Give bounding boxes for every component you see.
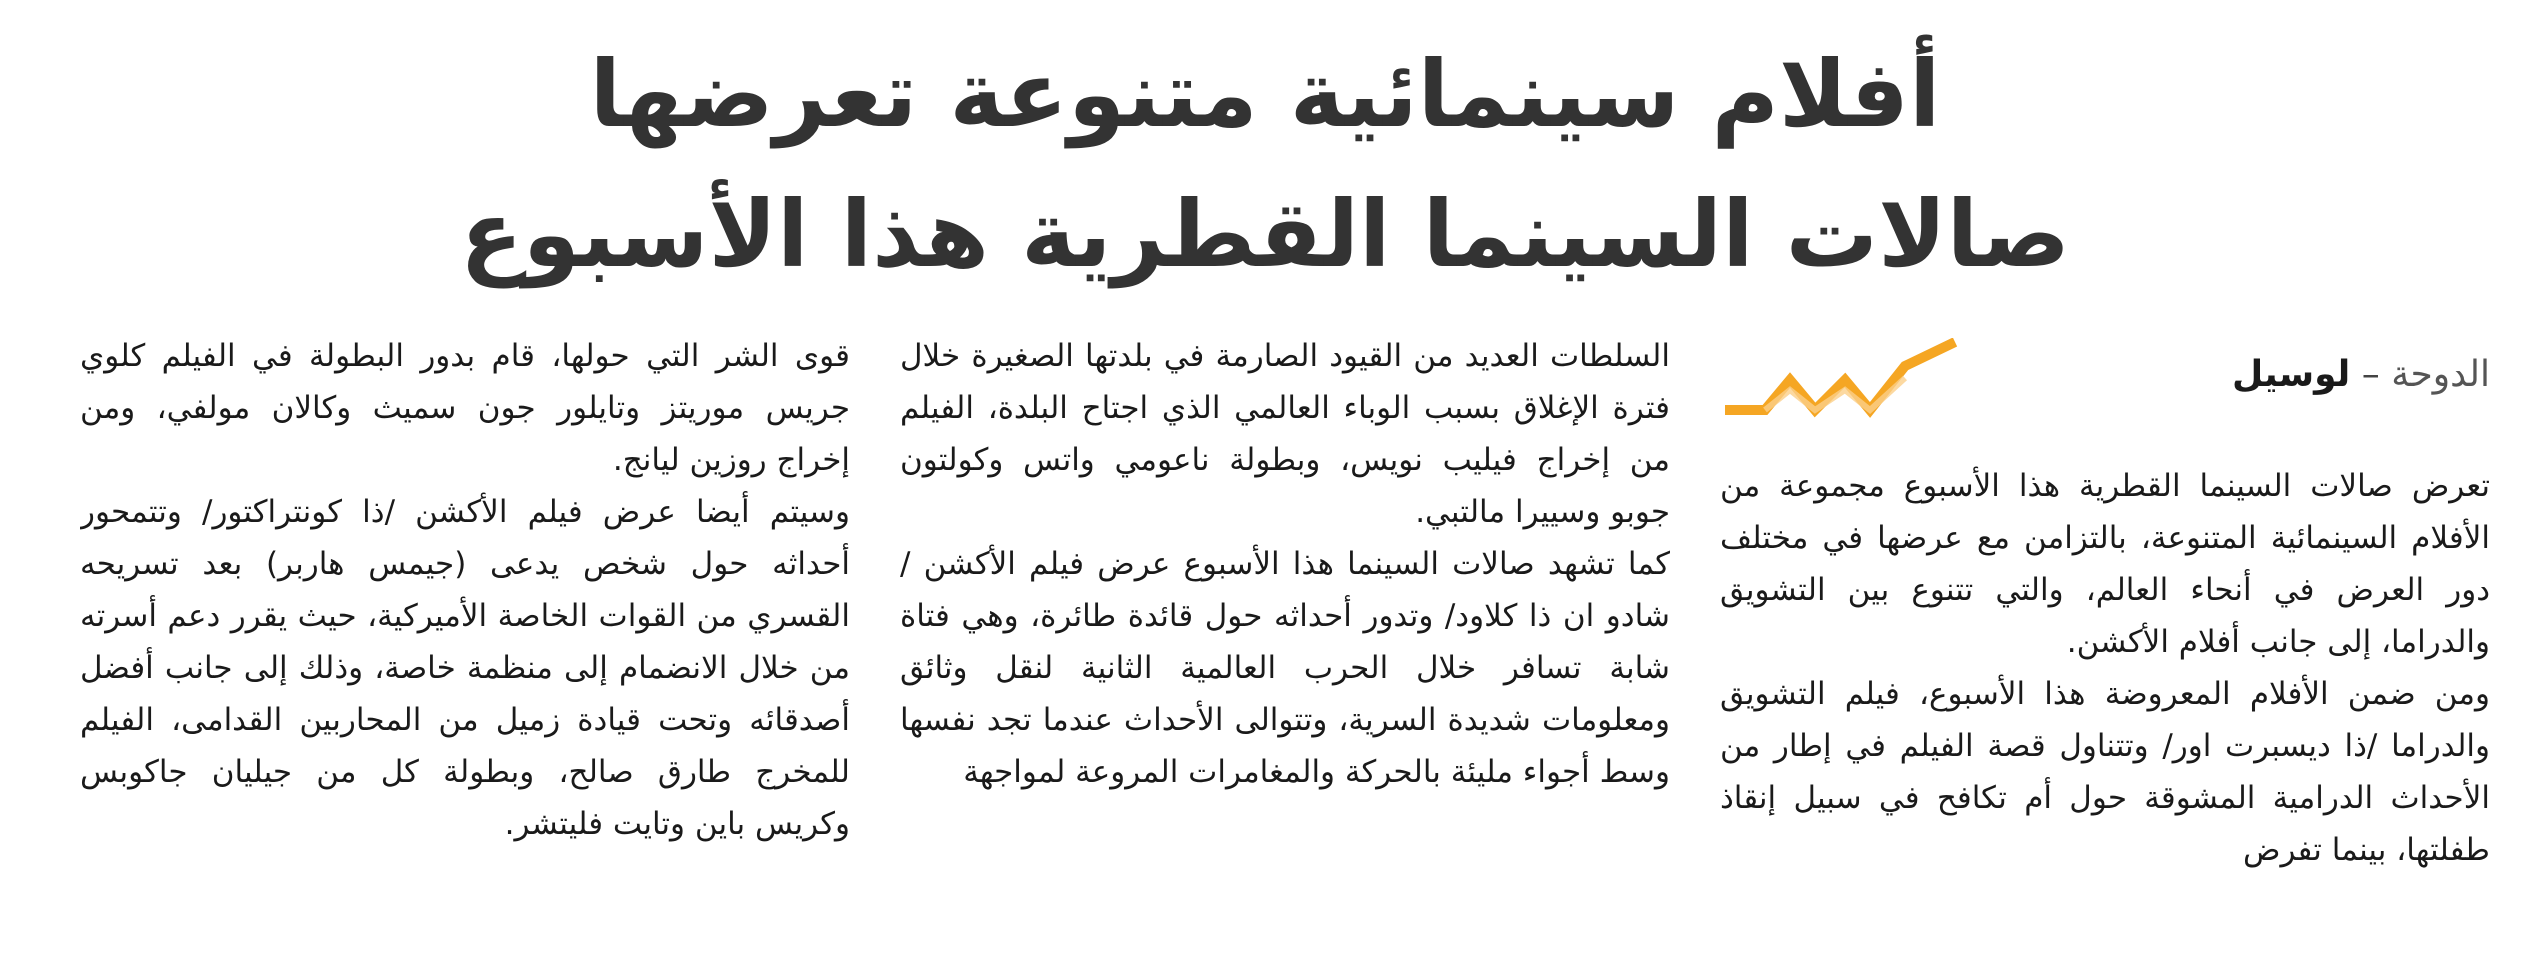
column-left-paragraph-2: وسيتم أيضا عرض فيلم الأكشن /ذا كونتراكتور/ وتتمحور أحداثه حول شخص يدعى (جيمس هاربر) بعد تسريحه القسري من القوات الخاصة الأميركية، حيث يقرر دعم أسرته من خلال الانضمام إلى منظمة خاصة، وذلك إلى جانب أفضل أصدقائه وتحت قيادة زميل من المحاربين القدامى، الفيلم للمخرج طارق صالح، وبطولة كل من جيليان جاكوبس وكريس باين وتايت فليتشر. xyxy=(80,494,850,842)
column-right-paragraph-2: ومن ضمن الأفلام المعروضة هذا الأسبوع، فيلم التشويق والدراما /ذا ديسبرت اور/ وتتناول قصة الفيلم في إطار من الأحداث الدرامية المشوقة حول أم تكافح في سبيل إنقاذ طفلتها، بينما تفرض xyxy=(1720,676,2490,868)
column-middle-paragraph-2: كما تشهد صالات السينما هذا الأسبوع عرض فيلم الأكشن /شادو ان ذا كلاود/ وتدور أحداثه حول قائدة طائرة، وهي فتاة شابة تسافر خلال الحرب العالمية الثانية لنقل وثائق ومعلومات شديدة السرية، وتتوالى الأحداث عندما تجد نفسها وسط أجواء مليئة بالحركة والمغامرات المروعة لمواجهة xyxy=(900,546,1670,790)
column-right-paragraph-1: تعرض صالات السينما القطرية هذا الأسبوع مجموعة من الأفلام السينمائية المتنوعة، بالتزامن مع عرضها في مختلف دور العرض في أنحاء العالم، والتي تتنوع بين التشويق والدراما، إلى جانب أفلام الأكشن. xyxy=(1720,468,2490,660)
byline-row xyxy=(1720,330,2490,460)
byline xyxy=(2232,350,2490,400)
column-middle-paragraph-1: السلطات العديد من القيود الصارمة في بلدتها الصغيرة خلال فترة الإغلاق بسبب الوباء العالمي الذي اجتاح البلدة، الفيلم من إخراج فيليب نويس، وبطولة ناعومي واتس وكولتون جوبو وسييرا مالتبي. xyxy=(900,338,1670,530)
byline-city: الدوحة xyxy=(2391,354,2490,395)
byline-separator: – xyxy=(2361,354,2380,395)
zigzag-logo-icon xyxy=(1720,338,1960,418)
column-right xyxy=(1720,330,2490,950)
headline-line-1: أفلام سينمائية متنوعة تعرضها xyxy=(589,41,1941,148)
byline-author: لوسيل xyxy=(2231,354,2351,395)
column-left xyxy=(80,330,850,950)
column-middle xyxy=(900,330,1670,950)
headline-line-2: صالات السينما القطرية هذا الأسبوع xyxy=(459,181,2071,288)
article-columns xyxy=(50,330,2490,950)
column-left-paragraph-1: قوى الشر التي حولها، قام بدور البطولة في الفيلم كلوي جريس موريتز وتايلور جون سميث وكالان مولفي، ومن إخراج روزين ليانج. xyxy=(80,338,850,478)
